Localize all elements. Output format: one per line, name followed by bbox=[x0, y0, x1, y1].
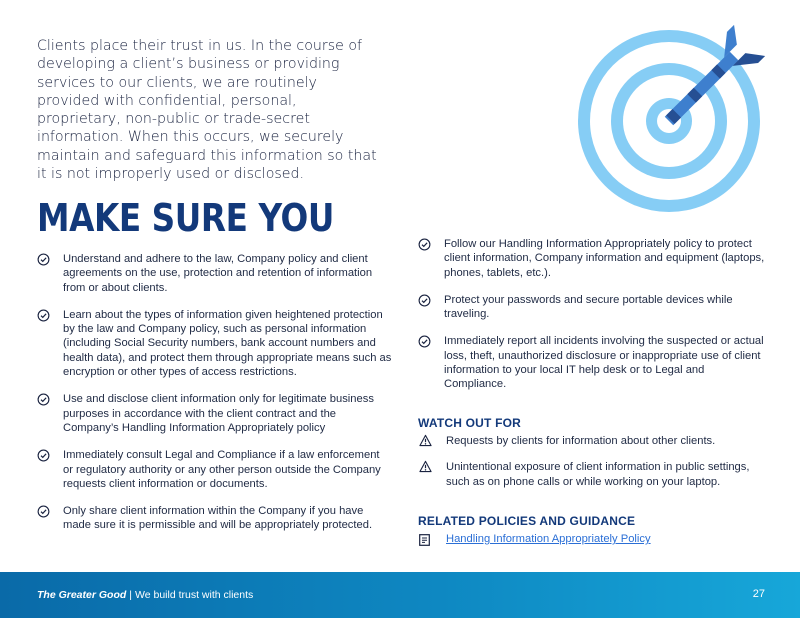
warning-triangle-icon bbox=[419, 460, 432, 473]
list-item-text: Understand and adhere to the law, Company policy and client agreements on the use, protection and retention of information from or about clients. bbox=[63, 253, 373, 294]
list-item bbox=[418, 334, 768, 391]
document-icon bbox=[419, 534, 430, 546]
check-circle-icon bbox=[418, 294, 431, 307]
list-item-text: Immediately report all incidents involving the suspected or actual loss, theft, unauthorized disclosure or inappropriate use of client information to your local IT help desk or to Legal and Compliance. bbox=[444, 335, 764, 391]
check-circle-icon bbox=[37, 309, 50, 322]
footer-separator: | bbox=[129, 589, 132, 601]
related-policies-heading: RELATED POLICIES AND GUIDANCE bbox=[418, 514, 636, 528]
footer-tagline: We build trust with clients bbox=[135, 589, 254, 601]
page-number: 27 bbox=[752, 588, 765, 600]
watch-out-heading: WATCH OUT FOR bbox=[418, 416, 522, 430]
warning-triangle-icon bbox=[419, 434, 432, 447]
list-item bbox=[418, 293, 768, 322]
list-item-text: Learn about the types of information given heightened protection by the law and Company policy, such as personal information (including Social Security numbers, bank account numbers and health data), and protect them through appropriate means such as encryption or other types of access restrictions. bbox=[63, 308, 392, 379]
make-sure-list-left bbox=[37, 252, 392, 546]
list-item-text: Unintentional exposure of client information in public settings, such as on phone calls or while working on your laptop. bbox=[446, 461, 750, 488]
list-item-text: Immediately consult Legal and Compliance if a law enforcement or regulatory authority or any other person outside the Company requests client information or documents. bbox=[63, 449, 381, 490]
footer-brand: The Greater Good bbox=[37, 589, 127, 601]
list-item-text: Requests by clients for information about other clients. bbox=[446, 435, 716, 447]
footer-caption bbox=[37, 589, 253, 601]
check-circle-icon bbox=[37, 505, 50, 518]
list-item bbox=[37, 308, 392, 379]
list-item-text: Follow our Handling Information Appropriately policy to protect client information, Company information and equipment (laptops, phones, tablets, etc.). bbox=[444, 238, 765, 279]
check-circle-icon bbox=[37, 393, 50, 406]
handling-information-policy-link[interactable]: Handling Information Appropriately Policy bbox=[446, 533, 651, 545]
check-circle-icon bbox=[418, 238, 431, 251]
list-item-text: Only share client information within the Company if you have made sure it is permissible and will be appropriately protected. bbox=[63, 505, 373, 532]
list-item bbox=[418, 434, 768, 448]
list-item bbox=[37, 504, 392, 533]
list-item bbox=[37, 252, 392, 295]
list-item bbox=[37, 448, 392, 491]
list-item bbox=[418, 460, 768, 489]
section-headline: MAKE SURE YOU bbox=[37, 196, 335, 240]
list-item bbox=[418, 237, 768, 280]
intro-paragraph: Clients place their trust in us. In the course of developing a client’s business or providing services to our clients, we are routinely provided with confidential, personal, proprietary, non-public or trade-secret information. When this occurs, we securely maintain and safeguard this information so that it is not improperly used or disclosed. bbox=[37, 38, 377, 183]
list-item-text: Use and disclose client information only for legitimate business purposes in accordance with the client contract and the Company’s Handling Information Appropriately policy bbox=[63, 393, 374, 434]
make-sure-list-right bbox=[418, 237, 768, 405]
page-footer bbox=[0, 572, 800, 618]
check-circle-icon bbox=[37, 253, 50, 266]
related-policy-item bbox=[418, 533, 651, 545]
list-item bbox=[37, 392, 392, 435]
check-circle-icon bbox=[418, 335, 431, 348]
list-item-text: Protect your passwords and secure portable devices while traveling. bbox=[444, 293, 733, 321]
watch-out-list bbox=[418, 434, 768, 501]
target-arrow-icon bbox=[570, 22, 770, 222]
check-circle-icon bbox=[37, 449, 50, 462]
